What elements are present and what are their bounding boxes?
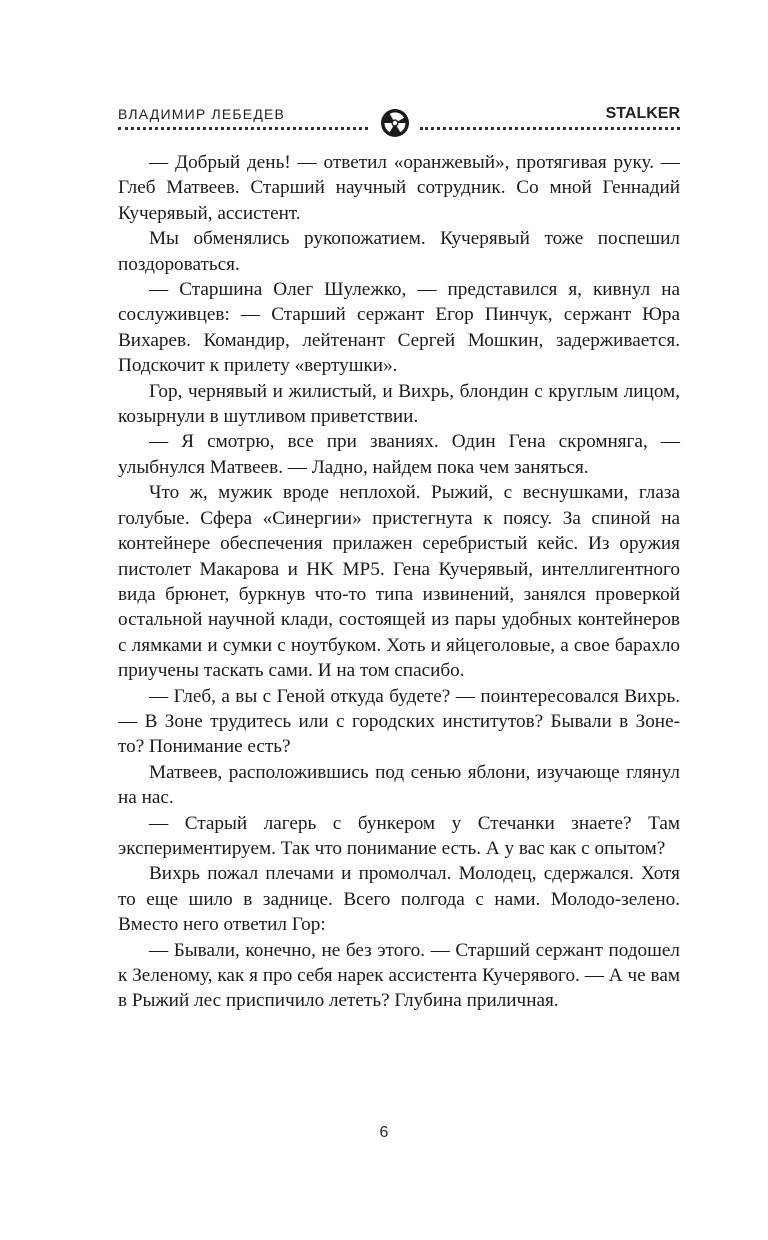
radiation-icon xyxy=(380,108,410,138)
paragraph: — Добрый день! — ответил «оранжевый», протягивая руку. — Глеб Матвеев. Старший научный сотрудник. Со мной Геннадий Кучерявый, ассистент. xyxy=(118,152,680,224)
paragraph: Матвеев, расположившись под сенью яблони, изучающе глянул на нас. xyxy=(118,761,680,809)
page-body xyxy=(118,150,680,1014)
header-dotted-rule-left xyxy=(118,127,368,130)
paragraph: Вихрь пожал плечами и промолчал. Молодец, сдержался. Хотя то еще шило в заднице. Всего полгода с нами. Молодо-зелено. Вместо него ответил Гор: xyxy=(118,863,680,936)
paragraph: — Старшина Олег Шулежко, — представился я, кивнул на сослуживцев: — Старший сержант Егор Пинчук, сержант Юра Вихарев. Командир, лейтенант Сергей Мошкин, задерживается. Подскочит к прилету «вертушки». xyxy=(118,279,680,377)
paragraph: Мы обменялись рукопожатием. Кучерявый тоже поспешил поздороваться. xyxy=(118,228,680,275)
paragraph: — Старый лагерь с бункером у Стечанки знаете? Там экспериментируем. Так что понимание есть. А у вас как с опытом? xyxy=(118,812,680,859)
header-dotted-rule-right xyxy=(420,127,680,130)
page-number: 6 xyxy=(379,1124,389,1141)
author-name: ВЛАДИМИР ЛЕБЕДЕВ xyxy=(118,106,286,122)
paragraph: — Глеб, а вы с Геной откуда будете? — поинтересовался Вихрь. — В Зоне трудитесь или с городских институтов? Бывали в Зоне-то? Понимание есть? xyxy=(118,685,680,758)
paragraph: Гор, чернявый и жилистый, и Вихрь, блондин с круглым лицом, козырнули в шутливом приветствии. xyxy=(118,380,680,428)
series-name: STALKER xyxy=(605,105,680,122)
paragraph: — Бывали, конечно, не без этого. — Старший сержант подошел к Зеленому, как я про себя нарек ассистента Кучерявого. — А че вам в Рыжий лес приспичило лететь? Глубина приличная. xyxy=(118,939,680,1012)
paragraph: — Я смотрю, все при званиях. Один Гена скромняга, — улыбнулся Матвеев. — Ладно, найдем пока чем заняться. xyxy=(118,431,680,478)
paragraph: Что ж, мужик вроде неплохой. Рыжий, с веснушками, глаза голубые. Сфера «Синергии» пристегнута к поясу. За спиной на контейнере обеспечения прилажен серебристый кейс. Из оружия пистолет Макарова и HK MP5. Гена Кучерявый, интеллигентного вида брюнет, буркнув что-то типа извинений, занялся проверкой остальной научной клади, состоящей из пары удобных контейнеров с лямками и сумки с ноутбуком. Хоть и яйцеголовые, а свое барахло приучены таскать сами. И на том спасибо. xyxy=(118,482,680,682)
running-header xyxy=(118,96,680,136)
